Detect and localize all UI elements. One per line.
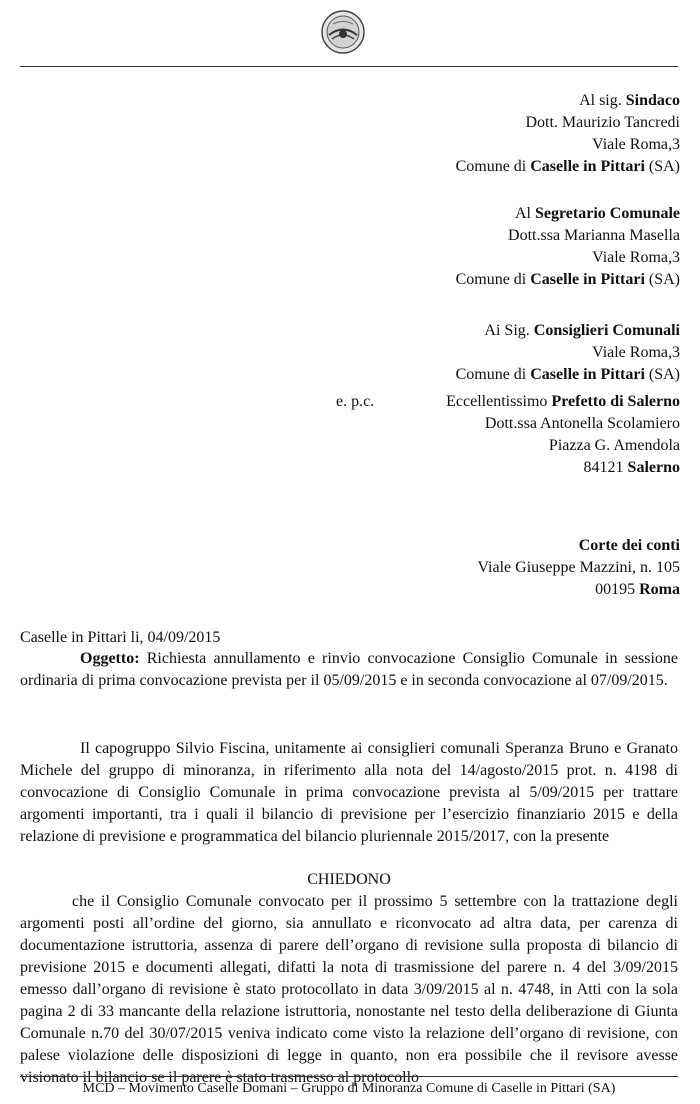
municipal-seal-icon — [321, 10, 365, 54]
address-line: Dott.ssa Marianna Masella — [508, 227, 680, 244]
recipient-corte-dei-conti — [477, 535, 680, 601]
address-line: Comune di Caselle in Pittari (SA) — [455, 366, 680, 383]
address-line: Al sig. Sindaco — [579, 92, 680, 109]
cc-label: e. p.c. — [336, 393, 375, 410]
address-line: Eccellentissimo Prefetto di Salerno — [446, 393, 680, 410]
page-footer: MCD – Movimento Caselle Domani – Gruppo di Minoranza Comune di Caselle in Pittari (SA) — [82, 1081, 616, 1096]
subject-paragraph — [20, 648, 678, 692]
address-line: Viale Roma,3 — [592, 136, 680, 153]
address-line: 84121 Salerno — [583, 459, 680, 476]
address-line: Viale Giuseppe Mazzini, n. 105 — [477, 559, 680, 576]
place-date: Caselle in Pittari li, 04/09/2015 — [20, 629, 221, 646]
address-line: Viale Roma,3 — [592, 249, 680, 266]
address-line: Piazza G. Amendola — [548, 437, 680, 454]
subject-label: Oggetto: — [80, 650, 140, 667]
address-line: Viale Roma,3 — [592, 344, 680, 361]
recipient-prefetto — [446, 391, 680, 479]
address-line: Comune di Caselle in Pittari (SA) — [455, 158, 680, 175]
address-line: Ai Sig. Consiglieri Comunali — [484, 322, 680, 339]
footer-divider — [20, 1076, 678, 1077]
address-line: Corte dei conti — [578, 537, 680, 554]
body-paragraph-2: che il Consiglio Comunale convocato per il prossimo 5 settembre con la trattazione degli argomenti posti all’ordine del giorno, sia annullato e riconvocato ad altra data, per carenza di documentazione istruttoria, assenza di parere dell’organo di revisione sulla proposta di bilancio di previsione 2015 e documenti allegati, difatti la nota di trasmissione del parere n. 4 del 3/09/2015 emesso dall’organo di revisione è stato protocollato in data 3/09/2015 al n. 4748, in Atti con la sola pagina 2 di 33 mancante della relazione istruttoria, nonostante nel testo della deliberazione di Giunta Comunale n.70 del 30/07/2015 veniva indicato come visto la relazione dell’organo di revisione, con palese violazione delle disposizioni di legge in quanto, non era possibile che il revisore avesse visionato il bilancio se il parere è stato trasmesso al protocollo — [20, 893, 678, 1086]
recipient-segretario — [456, 203, 680, 291]
recipient-sindaco — [456, 90, 680, 178]
subject-text: Richiesta annullamento e rinvio convocazione Consiglio Comunale in sessione ordinaria di prima convocazione prevista per il 05/09/2015 e in seconda convocazione al 07/09/2015. — [20, 650, 678, 689]
recipient-consiglieri — [456, 320, 680, 386]
address-line: Dott.ssa Antonella Scolamiero — [484, 415, 680, 432]
address-line: 00195 Roma — [595, 581, 680, 598]
address-line: Dott. Maurizio Tancredi — [525, 114, 680, 131]
address-line: Al Segretario Comunale — [514, 205, 680, 222]
body-paragraph-1: Il capogruppo Silvio Fiscina, unitamente ai consiglieri comunali Speranza Bruno e Granato Michele del gruppo di minoranza, in riferimento alla nota del 14/agosto/2015 prot. n. 4198 di convocazione di Consiglio Comunale in prima convocazione prevista al 5/09/2015 per trattare argomenti importanti, tra i quali il bilancio di previsione per l’esercizio finanziario 2015 e della relazione di previsione e programmatica del bilancio pluriennale 2015/2017, con la presente — [20, 740, 678, 845]
request-heading: CHIEDONO — [307, 871, 391, 888]
header-divider — [20, 66, 678, 67]
address-line: Comune di Caselle in Pittari (SA) — [455, 271, 680, 288]
